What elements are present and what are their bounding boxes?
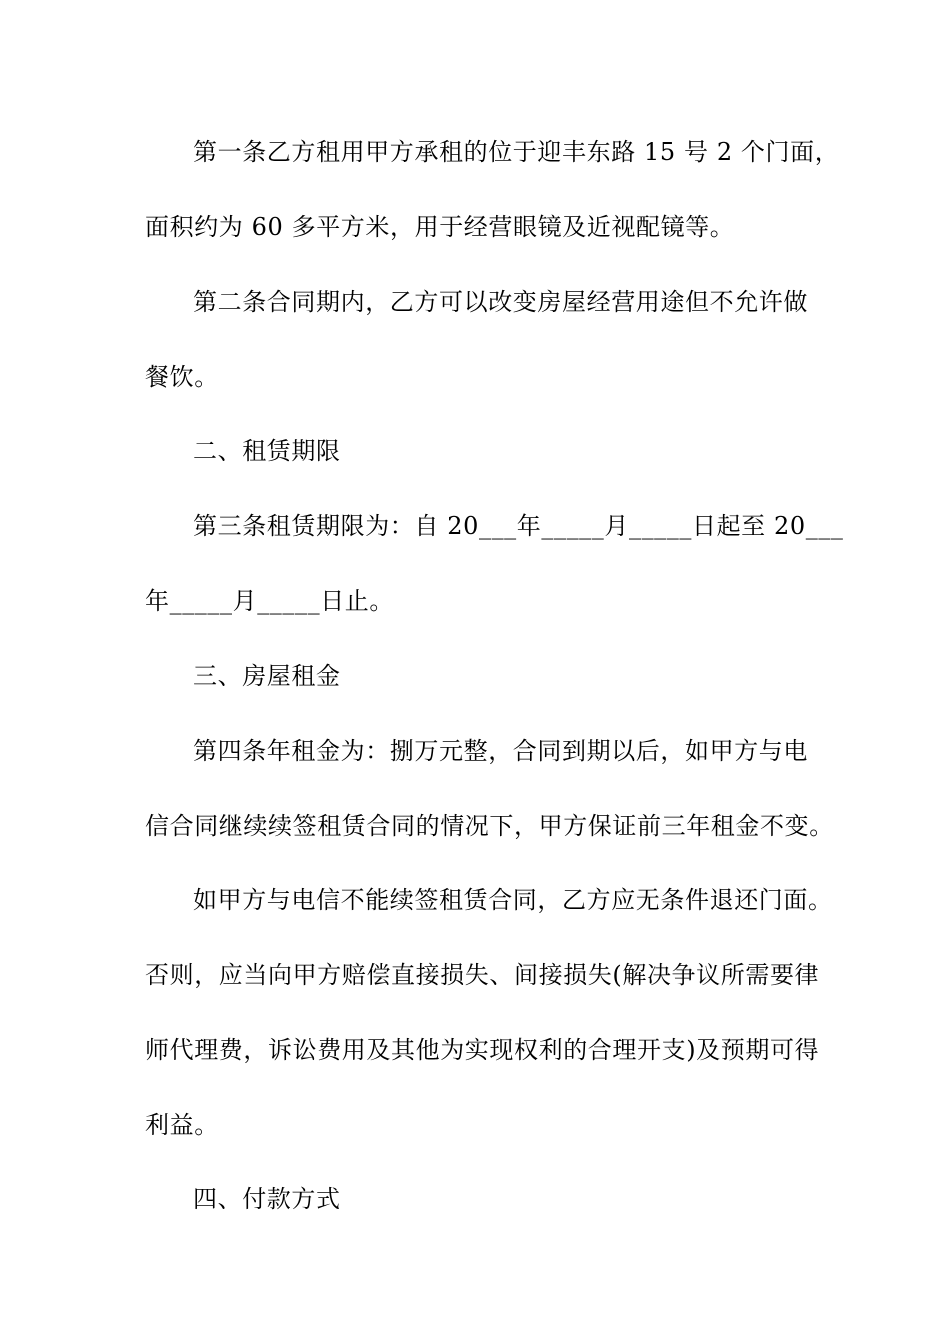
clause-1-line-2: 面积约为 60 多平方米，用于经营眼镜及近视配镜等。 — [145, 213, 735, 241]
paragraph-line-4: 利益。 — [145, 1111, 219, 1139]
clause-4-line-1: 第四条年租金为：捌万元整，合同到期以后，如甲方与电 — [193, 737, 808, 765]
clause-1-line-1: 第一条乙方租用甲方承租的位于迎丰东路 15 号 2 个门面， — [193, 138, 840, 166]
clause-3-line-1: 第三条租赁期限为：自 20___年_____月_____日起至 20___ — [193, 512, 844, 540]
paragraph-line-3: 师代理费，诉讼费用及其他为实现权利的合理开支)及预期可得 — [145, 1036, 820, 1064]
clause-4-line-2: 信合同继续续签租赁合同的情况下，甲方保证前三年租金不变。 — [145, 812, 834, 840]
paragraph-line-1: 如甲方与电信不能续签租赁合同，乙方应无条件退还门面。 — [193, 886, 833, 914]
section-heading-rent: 三、房屋租金 — [193, 662, 341, 690]
section-heading-lease-term: 二、租赁期限 — [193, 437, 341, 465]
clause-3-line-2: 年_____月_____日止。 — [145, 587, 394, 615]
clause-2-line-2: 餐饮。 — [145, 363, 219, 391]
section-heading-payment: 四、付款方式 — [193, 1185, 341, 1213]
clause-2-line-1: 第二条合同期内，乙方可以改变房屋经营用途但不允许做 — [193, 288, 808, 316]
paragraph-line-2: 否则，应当向甲方赔偿直接损失、间接损失(解决争议所需要律 — [145, 961, 820, 989]
